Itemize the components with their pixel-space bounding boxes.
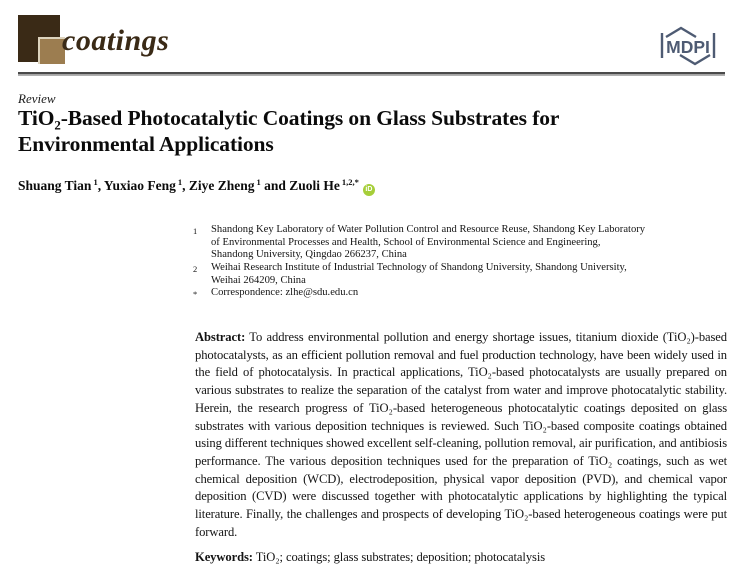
author-affiliation-sup: 1 [256,176,261,187]
author-affiliation-sup: 1 [93,176,98,187]
affiliation-line: Shandong Key Laboratory of Water Pollution Control and Resource Reuse, Shandong Key Laboratory [211,224,646,235]
affiliation-marker: 1 [193,226,198,236]
orcid-icon[interactable]: iD [363,184,375,196]
keywords-text: TiO₂; coatings; glass substrates; deposition; photocatalysis [252,550,546,564]
author-name: , Yuxiao Feng [97,178,176,193]
coatings-journal-logo-icon [18,15,66,65]
mdpi-logo[interactable] [653,25,723,67]
affiliation-line: Shandong University, Qingdao 266237, China [211,249,407,261]
mdpi-logo-text: MDPI [666,37,710,57]
article-title: TiO₂-Based Photocatalytic Coatings on Glass Substrates for Environmental Applications [18,106,559,156]
correspondence-row [193,287,693,301]
keywords-section [195,549,727,567]
abstract-section [195,329,727,541]
author-affiliation-sup: 1 [177,176,183,187]
logo-tan-square [38,37,65,64]
author-name: Shuang Tian [18,178,92,193]
affiliation-row [193,262,693,287]
author-name: and Zuoli He [260,178,340,193]
correspondence-line [211,287,358,300]
affiliation-line: of Environmental Processes and Health, School of Environmental Science and Engineering, [211,236,601,248]
header-divider [18,72,725,76]
abstract-text: To address environmental pollution and energy shortage issues, titanium dioxide (TiO₂)-based photocatalysts, as an efficient pollution removal and fuel production technology, have been widely used in the field of photocatalysis. In practical applications, TiO₂-based photocatalysts are usually prepared on various substrates to realize the separation of the catalyst from water and improve photocatalytic stability. Herein, the research progress of TiO₂-based heterogeneous photocatalytic coatings deposited on glass substrates with various deposition techniques is reviewed. Such TiO₂-based composite coatings obtained using different techniques showed excellent self-cleaning, pollution removal, air purification, and antibiosis performance. The various deposition techniques used for the preparation of TiO₂ coatings, such as wet chemical deposition (WCD), electrodeposition, physical vapor deposition (PVD), and chemical vapor deposition (CVD) were discussed together with photocatalytic applications by highlighting the typical literature. Finally, the challenges and prospects of developing TiO₂-based heterogeneous coatings were put forward. [195,330,727,539]
article-type-label: Review [18,91,56,106]
keywords-label: Keywords: [195,550,253,564]
affiliation-marker: 2 [193,263,198,274]
journal-name: coatings [62,24,170,57]
affiliation-list [193,224,693,301]
affiliation-line: Weihai Research Institute of Industrial Technology of Shandong University, Shandong University, [211,261,627,273]
authors-line [18,178,718,196]
affiliation-line: Weihai 264209, China [211,274,306,286]
affiliation-row [193,224,693,262]
correspondence-marker: * [193,289,198,300]
author-name: , Ziye Zheng [182,178,255,193]
correspondence-email-link[interactable]: zlhe@sdu.edu.cn [285,287,359,299]
abstract-label: Abstract: [195,330,246,344]
correspondence-label: Correspondence: [211,287,286,299]
author-affiliation-sup: 1,2,* [341,176,359,187]
